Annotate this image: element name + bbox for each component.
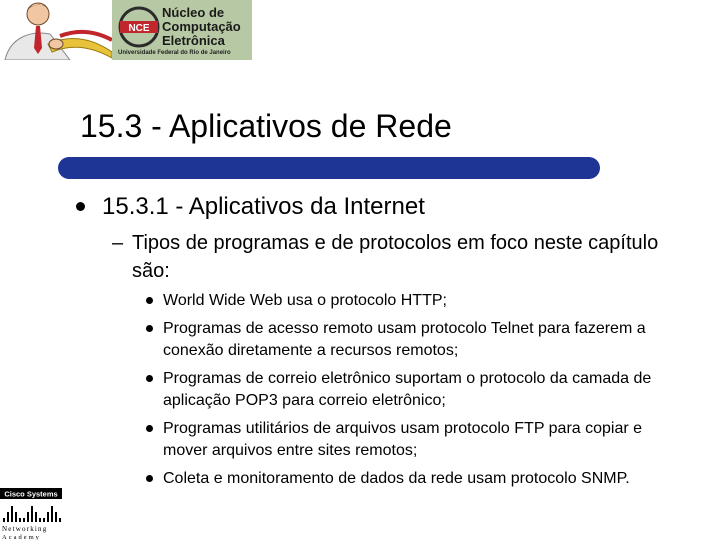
nce-mark: NCE: [128, 23, 150, 34]
bullet-icon: [146, 375, 153, 382]
level2-text: Tipos de programas e de protocolos em foco neste capítulo são:: [132, 232, 659, 282]
cisco-logo: [0, 488, 68, 540]
level1-text: 15.3.1 - Aplicativos da Internet: [102, 193, 425, 220]
nce-subtitle: Universidade Federal do Rio de Janeiro: [118, 50, 231, 56]
nce-emblem: [118, 6, 160, 48]
list-item-text: Programas de correio eletrônico suportam o protocolo da camada de aplicação POP3 para correio eletrônico;: [163, 369, 652, 409]
nce-line-3: Eletrônica: [162, 33, 225, 48]
title-underline-bar: [58, 157, 600, 179]
cisco-line-3: Academy: [2, 534, 41, 540]
header-logo: [0, 0, 252, 60]
bullet-list: [146, 290, 686, 495]
list-item-text: Programas de acesso remoto usam protocolo Telnet para fazerem a conexão diretamente a recursos remotos;: [163, 319, 646, 359]
cisco-logo-graphic: [0, 488, 68, 540]
bullet-icon: [146, 475, 153, 482]
list-item: [146, 418, 686, 463]
cisco-line-1: Cisco Systems: [4, 489, 58, 499]
bullet-icon: [76, 202, 85, 211]
bullet-icon: [146, 425, 153, 432]
list-item: [146, 468, 686, 491]
nce-line-2: Computação: [162, 19, 241, 34]
bullet-icon: [146, 325, 153, 332]
bullet-icon: [146, 297, 153, 304]
cisco-line-2: Networking: [2, 525, 48, 533]
list-item: [146, 318, 686, 363]
slide-title: 15.3 - Aplicativos de Rede: [80, 108, 452, 144]
nce-line-1: Núcleo de: [162, 5, 225, 20]
list-item: [146, 368, 686, 413]
cartoon-man-logo: [0, 0, 112, 60]
list-item-text: Coleta e monitoramento de dados da rede usam protocolo SNMP.: [163, 469, 630, 487]
list-item-text: Programas utilitários de arquivos usam protocolo FTP para copiar e mover arquivos entre sites remotos;: [163, 419, 643, 459]
dash-marker: –: [112, 232, 124, 254]
list-item: [146, 290, 686, 313]
list-item-text: World Wide Web usa o protocolo HTTP;: [163, 292, 447, 309]
